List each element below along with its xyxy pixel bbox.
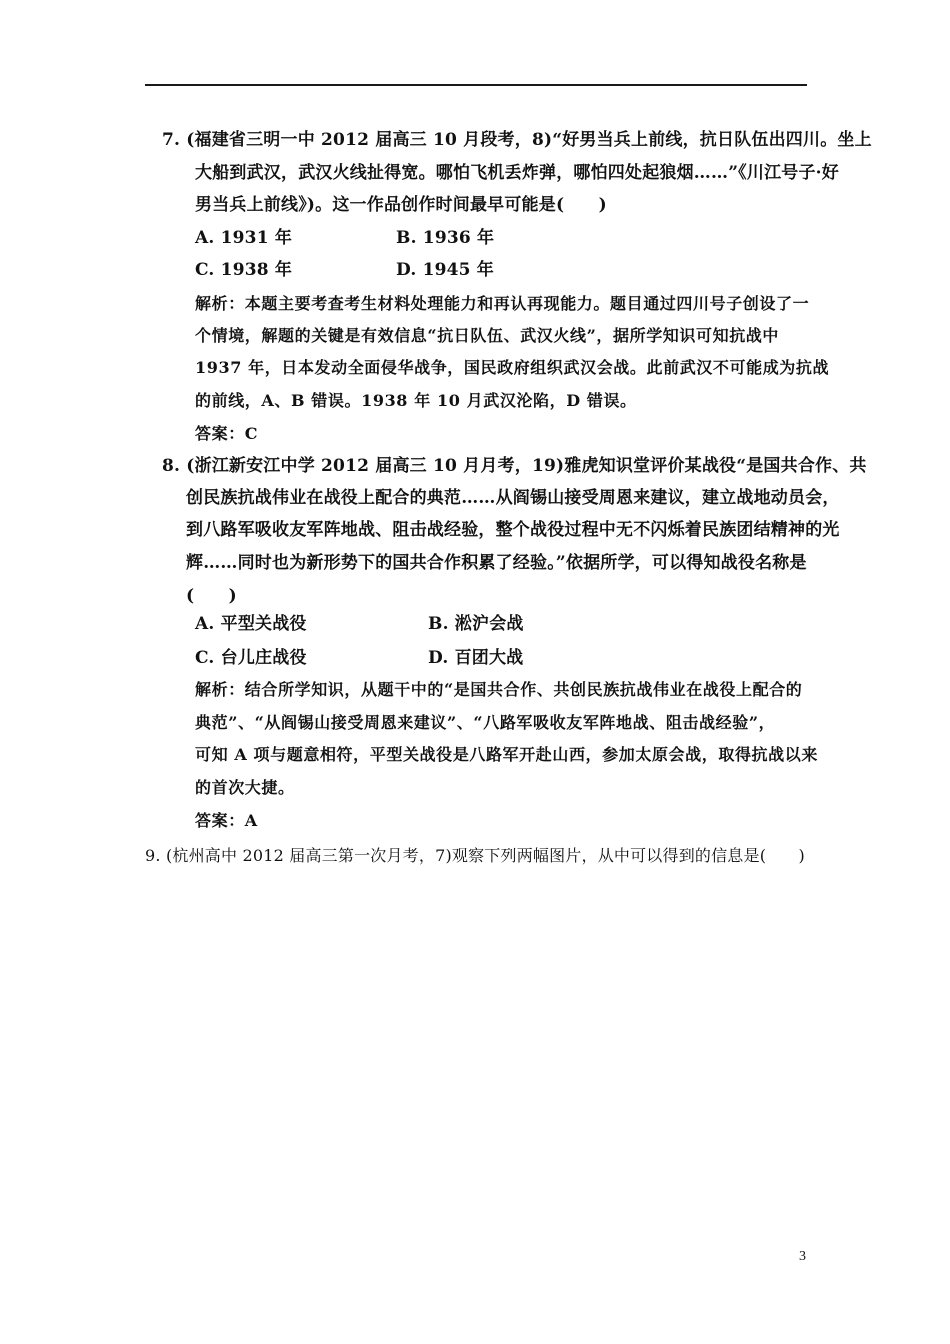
q7-option-a: A. 1931 年: [195, 228, 293, 248]
q8-stem-line-3: 到八路军吸收友军阵地战、阻击战经验，整个战役过程中无不闪烁着民族团结精神的光: [186, 520, 840, 540]
q8-option-c: C. 台儿庄战役: [195, 648, 307, 668]
q8-option-d: D. 百团大战: [428, 648, 524, 668]
q7-analysis-line-2: 个情境，解题的关键是有效信息“抗日队伍、武汉火线”，据所学知识可知抗战中: [195, 326, 780, 345]
q7-analysis-line-3: 1937 年，日本发动全面侵华战争，国民政府组织武汉会战。此前武汉不可能成为抗战: [195, 358, 830, 377]
q8-stem-line-1: 8. (浙江新安江中学 2012 届高三 10 月月考，19)雅虎知识堂评价某战役“是国共合作、共: [162, 456, 867, 476]
q7-option-d: D. 1945 年: [396, 260, 495, 280]
q8-stem-line-2: 创民族抗战伟业在战役上配合的典范……从阎锡山接受周恩来建议，建立战地动员会，: [186, 488, 840, 508]
q8-answer: 答案：A: [195, 811, 258, 830]
header-rule: [145, 84, 807, 86]
q8-analysis-line-1: 解析：结合所学知识，从题干中的“是国共合作、共创民族抗战伟业在战役上配合的: [195, 680, 803, 699]
q7-stem-line-1: 7. (福建省三明一中 2012 届高三 10 月段考，8)“好男当兵上前线，抗日队伍出四川。坐上: [162, 130, 872, 150]
q8-option-b: B. 淞沪会战: [428, 614, 524, 634]
q8-analysis-line-2: 典范”、“从阎锡山接受周恩来建议”、“八路军吸收友军阵地战、阻击战经验”，: [195, 713, 776, 732]
q7-analysis-line-1: 解析：本题主要考查考生材料处理能力和再认再现能力。题目通过四川号子创设了一: [195, 294, 810, 313]
q7-stem-line-3: 男当兵上前线》)。这一作品创作时间最早可能是( ): [195, 195, 607, 215]
q7-option-c: C. 1938 年: [195, 260, 293, 280]
q7-analysis-line-4: 的前线，A、B 错误。1938 年 10 月武汉沦陷，D 错误。: [195, 391, 637, 410]
q8-analysis-line-4: 的首次大捷。: [195, 778, 295, 797]
q9-stem-line-1: 9. (杭州高中 2012 届高三第一次月考，7)观察下列两幅图片，从中可以得到的信息是( ): [145, 846, 805, 865]
q8-analysis-line-3: 可知 A 项与题意相符，平型关战役是八路军开赴山西，参加太原会战，取得抗战以来: [195, 745, 818, 764]
q8-stem-line-5: ( ): [186, 586, 237, 606]
q8-option-a: A. 平型关战役: [195, 614, 307, 634]
page-number: 3: [799, 1249, 806, 1264]
q7-stem-line-2: 大船到武汉，武汉火线扯得宽。哪怕飞机丢炸弹，哪怕四处起狼烟……”《川江号子·好: [195, 163, 839, 183]
q8-stem-line-4: 辉……同时也为新形势下的国共合作积累了经验。”依据所学，可以得知战役名称是: [186, 553, 807, 573]
q7-answer: 答案：C: [195, 424, 259, 443]
q7-option-b: B. 1936 年: [396, 228, 495, 248]
